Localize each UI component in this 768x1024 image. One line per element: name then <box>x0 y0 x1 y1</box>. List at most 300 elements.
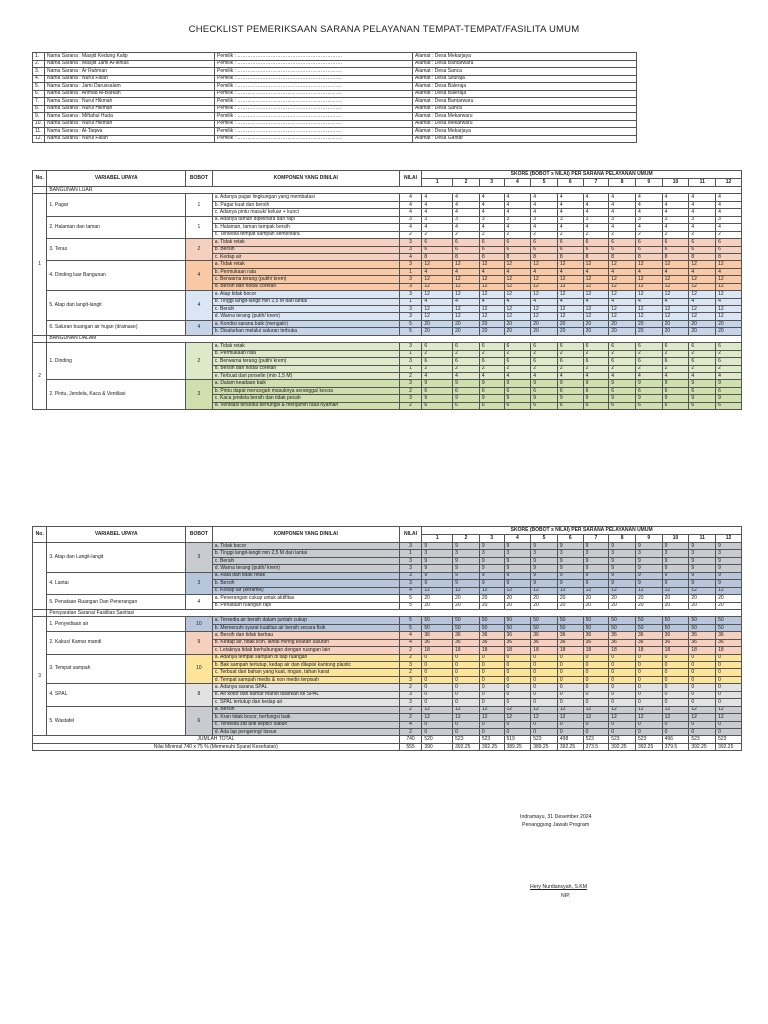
score-cell: 4 <box>583 224 609 231</box>
score-cell: 2 <box>635 350 662 357</box>
total-score: 523 <box>689 736 716 743</box>
nilai-cell: 3 <box>399 306 422 313</box>
nilai-cell: 2 <box>399 669 422 676</box>
section-no <box>33 187 47 194</box>
score-cell: 0 <box>479 669 504 676</box>
score-cell: 0 <box>662 728 689 735</box>
score-cell: 4 <box>662 201 689 208</box>
score-cell: 6 <box>504 246 531 253</box>
score-cell: 0 <box>504 654 531 661</box>
sarana-address: Alamat : Desa Sanca <box>413 105 637 113</box>
score-cell: 0 <box>635 662 662 669</box>
checklist-table-2 <box>32 526 742 751</box>
score-cell: 0 <box>689 691 716 698</box>
score-cell: 50 <box>689 624 716 631</box>
minimal-score: 392.25 <box>635 743 662 750</box>
score-cell: 20 <box>504 595 531 602</box>
section-no <box>33 335 47 342</box>
score-cell: 4 <box>635 268 662 275</box>
score-cell: 6 <box>716 239 742 246</box>
score-cell: 50 <box>609 624 636 631</box>
section-row <box>33 609 742 616</box>
score-cell: 9 <box>422 565 453 572</box>
score-cell: 50 <box>531 617 558 624</box>
score-cell: 20 <box>531 602 558 609</box>
total-score: 496 <box>662 736 689 743</box>
score-cell: 12 <box>583 587 609 594</box>
table-row <box>33 632 742 639</box>
row-no: 2 <box>33 343 47 410</box>
komponen-cell: c. Berwarna terang (putih/ krem) <box>212 358 399 365</box>
score-cell: 12 <box>583 706 609 713</box>
score-cell: 4 <box>422 201 453 208</box>
table-row <box>33 291 742 298</box>
nilai-cell: 2 <box>399 654 422 661</box>
score-cell: 50 <box>716 624 742 631</box>
komponen-cell: c. Tersedia zat anti septic/ sabun <box>212 721 399 728</box>
score-cell: 6 <box>479 387 504 394</box>
signature-name: Hery Nurdiansyah, S.KM <box>530 884 588 890</box>
score-cell: 20 <box>609 328 636 335</box>
score-cell: 4 <box>504 268 531 275</box>
header-col-7: 7 <box>583 179 609 187</box>
score-cell: 0 <box>422 684 453 691</box>
score-cell: 0 <box>422 699 453 706</box>
row-no <box>33 543 47 610</box>
score-cell: 12 <box>635 306 662 313</box>
score-cell: 8 <box>479 253 504 260</box>
score-cell: 4 <box>453 298 480 305</box>
score-cell: 12 <box>422 283 453 290</box>
variabel-cell: 5. Atap dan langit-langit <box>47 291 186 321</box>
komponen-cell: b. Kran tidak bocor, berfungsi baik <box>212 714 399 721</box>
score-cell: 0 <box>453 662 480 669</box>
score-cell: 0 <box>583 691 609 698</box>
score-cell: 20 <box>716 602 742 609</box>
total-score: 523 <box>609 736 636 743</box>
score-cell: 0 <box>662 684 689 691</box>
score-cell: 6 <box>453 239 480 246</box>
sarana-no: 9. <box>33 113 45 121</box>
header-nilai: NILAI <box>399 527 422 543</box>
score-cell: 36 <box>479 639 504 646</box>
score-cell: 3 <box>689 216 716 223</box>
score-cell: 4 <box>504 372 531 379</box>
section-row <box>33 335 742 342</box>
sarana-name: Nama Sarana : Masjid Jami Al-Ikhlas <box>45 60 215 68</box>
score-cell: 0 <box>479 699 504 706</box>
score-cell: 9 <box>635 572 662 579</box>
score-cell: 0 <box>453 654 480 661</box>
score-cell: 2 <box>662 231 689 238</box>
minimal-score: 389.25 <box>504 743 531 750</box>
page-title: CHECKLIST PEMERIKSAAN SARANA PELAYANAN TEMPAT-TEMPAT/FASILITA UMUM <box>188 24 580 35</box>
table-row <box>33 380 742 387</box>
nilai-cell: 5 <box>399 328 422 335</box>
score-cell: 4 <box>479 372 504 379</box>
score-cell: 20 <box>635 595 662 602</box>
komponen-cell: b. Disalurkan melalui saluran terbuka <box>212 328 399 335</box>
score-cell: 0 <box>689 654 716 661</box>
komponen-cell: d. Warna terang (putih/ krem) <box>212 313 399 320</box>
variabel-cell: 3. Tempat sampah <box>47 654 186 684</box>
header-row <box>33 527 742 535</box>
score-cell: 9 <box>716 380 742 387</box>
score-cell: 2 <box>557 231 583 238</box>
nilai-cell: 3 <box>399 239 422 246</box>
sarana-no: 2. <box>33 60 45 68</box>
score-cell: 20 <box>479 602 504 609</box>
score-cell: 4 <box>422 224 453 231</box>
score-cell: 3 <box>479 216 504 223</box>
score-cell: 4 <box>479 201 504 208</box>
score-cell: 6 <box>609 402 636 409</box>
komponen-cell: d. Bersih dari noda/ coretan <box>212 365 399 372</box>
score-cell: 12 <box>689 291 716 298</box>
score-cell: 0 <box>453 691 480 698</box>
sarana-row <box>33 135 637 143</box>
score-cell: 12 <box>557 587 583 594</box>
score-cell: 12 <box>609 313 636 320</box>
nilai-cell: 5 <box>399 617 422 624</box>
score-cell: 20 <box>453 328 480 335</box>
score-cell: 6 <box>531 239 558 246</box>
score-cell: 6 <box>609 246 636 253</box>
score-cell: 12 <box>716 587 742 594</box>
score-cell: 0 <box>689 728 716 735</box>
header-col-8: 8 <box>609 179 636 187</box>
nilai-cell: 4 <box>399 253 422 260</box>
score-cell: 6 <box>635 387 662 394</box>
score-cell: 6 <box>557 246 583 253</box>
sarana-row <box>33 53 637 61</box>
score-cell: 20 <box>716 328 742 335</box>
score-cell: 9 <box>635 543 662 550</box>
sarana-owner: Pemilik : ……………………………………………………… <box>215 75 413 83</box>
score-cell: 9 <box>453 543 480 550</box>
score-cell: 6 <box>479 246 504 253</box>
score-cell: 9 <box>479 572 504 579</box>
score-cell: 12 <box>479 714 504 721</box>
score-cell: 12 <box>479 706 504 713</box>
score-cell: 12 <box>716 306 742 313</box>
nilai-cell: 4 <box>399 209 422 216</box>
score-cell: 9 <box>557 543 583 550</box>
variabel-cell: 2. Kakus/ Kamar mandi <box>47 632 186 654</box>
score-cell: 8 <box>583 253 609 260</box>
header-col-2: 2 <box>453 535 480 543</box>
komponen-cell: b. Kedap air, tidak licin, lantai miring kearah saluran <box>212 639 399 646</box>
score-cell: 20 <box>583 328 609 335</box>
score-cell: 0 <box>609 662 636 669</box>
score-cell: 12 <box>453 276 480 283</box>
komponen-cell: b. Air kotor dari kamar mandi dialirkan ke SPAL <box>212 691 399 698</box>
score-cell: 2 <box>422 231 453 238</box>
score-cell: 6 <box>583 343 609 350</box>
header-row <box>33 171 742 179</box>
score-cell: 0 <box>635 691 662 698</box>
score-cell: 0 <box>609 721 636 728</box>
nilai-cell: 4 <box>399 721 422 728</box>
score-cell: 9 <box>422 395 453 402</box>
table-row <box>33 706 742 713</box>
komponen-cell: a. Dalam keadaan baik <box>212 380 399 387</box>
score-cell: 9 <box>662 565 689 572</box>
minimal-score: 390 <box>422 743 453 750</box>
score-cell: 2 <box>531 231 558 238</box>
komponen-cell: b. Bersih <box>212 246 399 253</box>
score-cell: 20 <box>453 595 480 602</box>
score-cell: 0 <box>662 676 689 683</box>
score-cell: 6 <box>716 402 742 409</box>
nilai-cell: 2 <box>399 402 422 409</box>
score-cell: 9 <box>531 395 558 402</box>
sarana-address: Alamat : Desa Sanca <box>413 68 637 76</box>
score-cell: 12 <box>662 714 689 721</box>
header-col-11: 11 <box>689 179 716 187</box>
score-cell: 4 <box>716 194 742 201</box>
score-cell: 9 <box>531 557 558 564</box>
score-cell: 4 <box>583 298 609 305</box>
score-cell: 2 <box>479 231 504 238</box>
score-cell: 4 <box>662 298 689 305</box>
score-cell: 9 <box>609 572 636 579</box>
komponen-cell: b. Memenuhi syarat kualitas air bersih secara fisik <box>212 624 399 631</box>
score-cell: 4 <box>453 209 480 216</box>
score-cell: 36 <box>479 632 504 639</box>
score-cell: 20 <box>609 320 636 327</box>
score-cell: 0 <box>453 669 480 676</box>
score-cell: 20 <box>531 595 558 602</box>
komponen-cell: b. Permukaan rata <box>212 268 399 275</box>
bobot-cell: 2 <box>186 239 213 261</box>
score-cell: 12 <box>689 587 716 594</box>
nilai-cell: 4 <box>399 201 422 208</box>
nilai-cell: 5 <box>399 595 422 602</box>
score-cell: 3 <box>557 550 583 557</box>
score-cell: 3 <box>504 550 531 557</box>
score-cell: 2 <box>479 365 504 372</box>
score-cell: 9 <box>662 395 689 402</box>
score-cell: 4 <box>504 298 531 305</box>
nilai-cell: 5 <box>399 624 422 631</box>
header-col-10: 10 <box>662 179 689 187</box>
score-cell: 12 <box>716 706 742 713</box>
total-row <box>33 736 742 743</box>
score-cell: 6 <box>557 358 583 365</box>
nilai-cell: 3 <box>399 261 422 268</box>
score-cell: 12 <box>716 714 742 721</box>
score-cell: 2 <box>557 350 583 357</box>
komponen-cell: b. Pintu dapat mencegah masuknya serangga/ kecoa <box>212 387 399 394</box>
variabel-cell: 3. Atap dan Langit-langit <box>47 543 186 573</box>
sarana-address: Alamat : Desa Situraja <box>413 75 637 83</box>
score-cell: 0 <box>479 684 504 691</box>
score-cell: 36 <box>689 632 716 639</box>
score-cell: 12 <box>453 313 480 320</box>
score-cell: 4 <box>716 201 742 208</box>
score-cell: 2 <box>609 365 636 372</box>
komponen-cell: b. Tinggi langit-langit min 2,5 M dari lantai <box>212 298 399 305</box>
komponen-cell: b. Tinggi langit-langit min 2,5 M dari lantai <box>212 550 399 557</box>
score-cell: 0 <box>662 721 689 728</box>
score-cell: 18 <box>583 647 609 654</box>
score-cell: 2 <box>609 350 636 357</box>
score-cell: 50 <box>583 624 609 631</box>
minimal-score: 392.25 <box>557 743 583 750</box>
score-cell: 0 <box>689 676 716 683</box>
score-cell: 9 <box>504 580 531 587</box>
score-cell: 20 <box>635 320 662 327</box>
score-cell: 0 <box>479 721 504 728</box>
score-cell: 12 <box>504 283 531 290</box>
score-cell: 0 <box>422 662 453 669</box>
score-cell: 20 <box>689 595 716 602</box>
score-cell: 9 <box>662 580 689 587</box>
header-col-4: 4 <box>504 535 531 543</box>
score-cell: 9 <box>609 395 636 402</box>
score-cell: 18 <box>662 647 689 654</box>
score-cell: 9 <box>479 543 504 550</box>
score-cell: 20 <box>504 328 531 335</box>
score-cell: 6 <box>689 246 716 253</box>
score-cell: 12 <box>635 706 662 713</box>
score-cell: 2 <box>504 365 531 372</box>
score-cell: 6 <box>479 343 504 350</box>
score-cell: 4 <box>531 372 558 379</box>
header-col-6: 6 <box>557 535 583 543</box>
nilai-cell: 3 <box>399 565 422 572</box>
score-cell: 50 <box>716 617 742 624</box>
score-cell: 50 <box>635 624 662 631</box>
variabel-cell: 1. Dinding <box>47 343 186 380</box>
sarana-name: Nama Sarana : Al-Taqwa <box>45 128 215 136</box>
komponen-cell: a. Tidak retak <box>212 261 399 268</box>
score-cell: 20 <box>557 595 583 602</box>
komponen-cell: a. Rata dan tidak retak <box>212 572 399 579</box>
score-cell: 0 <box>479 728 504 735</box>
score-cell: 4 <box>689 209 716 216</box>
score-cell: 3 <box>609 216 636 223</box>
score-cell: 0 <box>504 691 531 698</box>
score-cell: 9 <box>609 557 636 564</box>
score-cell: 20 <box>422 595 453 602</box>
bobot-cell: 4 <box>186 320 213 335</box>
score-cell: 18 <box>453 647 480 654</box>
score-cell: 6 <box>609 239 636 246</box>
score-cell: 4 <box>479 209 504 216</box>
score-cell: 4 <box>609 209 636 216</box>
score-cell: 0 <box>662 662 689 669</box>
score-cell: 20 <box>504 602 531 609</box>
sarana-name: Nama Sarana : Ahmad Al-Barkah <box>45 90 215 98</box>
sarana-list-table <box>32 52 637 143</box>
score-cell: 36 <box>689 639 716 646</box>
score-cell: 8 <box>504 253 531 260</box>
header-col-4: 4 <box>504 179 531 187</box>
score-cell: 0 <box>716 699 742 706</box>
variabel-cell: 4. Dinding luar Bangunan <box>47 261 186 291</box>
bobot-cell: 10 <box>186 654 213 684</box>
score-cell: 20 <box>422 320 453 327</box>
score-cell: 12 <box>689 283 716 290</box>
score-cell: 9 <box>479 557 504 564</box>
score-cell: 2 <box>422 350 453 357</box>
score-cell: 20 <box>557 602 583 609</box>
signature-nip: NIP. <box>561 893 571 899</box>
sarana-no: 3. <box>33 68 45 76</box>
score-cell: 6 <box>504 343 531 350</box>
komponen-cell: c. Letaknya tidak berhubungan dengan ruangan lain <box>212 647 399 654</box>
table-row <box>33 543 742 550</box>
score-cell: 12 <box>422 291 453 298</box>
score-cell: 6 <box>453 402 480 409</box>
score-cell: 0 <box>716 669 742 676</box>
komponen-cell: a. Tidak bocor <box>212 543 399 550</box>
score-cell: 0 <box>583 721 609 728</box>
total-score: 523 <box>453 736 480 743</box>
header-komponen: KOMPONEN YANG DINILAI <box>212 171 399 187</box>
score-cell: 0 <box>531 669 558 676</box>
score-cell: 9 <box>479 380 504 387</box>
score-cell: 4 <box>479 224 504 231</box>
score-cell: 12 <box>557 306 583 313</box>
komponen-cell: a. Adanya sarana SPAL <box>212 684 399 691</box>
score-cell: 9 <box>583 580 609 587</box>
bobot-cell: 1 <box>186 216 213 238</box>
score-cell: 4 <box>662 224 689 231</box>
score-cell: 3 <box>531 216 558 223</box>
score-cell: 8 <box>662 253 689 260</box>
score-cell: 36 <box>583 632 609 639</box>
score-cell: 2 <box>479 350 504 357</box>
score-cell: 12 <box>635 313 662 320</box>
score-cell: 9 <box>609 543 636 550</box>
header-bobot: BOBOT <box>186 527 213 543</box>
sarana-address: Alamat : Desa Mekarjaya <box>413 53 637 61</box>
header-col-9: 9 <box>635 535 662 543</box>
score-cell: 50 <box>504 617 531 624</box>
sarana-name: Nama Sarana : Ar Rahman <box>45 68 215 76</box>
variabel-cell: 4. SPAL <box>47 684 186 706</box>
score-cell: 50 <box>422 624 453 631</box>
score-cell: 6 <box>479 239 504 246</box>
score-cell: 12 <box>504 276 531 283</box>
score-cell: 4 <box>716 224 742 231</box>
score-cell: 12 <box>422 313 453 320</box>
table-row <box>33 572 742 579</box>
bobot-cell: 3 <box>186 380 213 410</box>
score-cell: 3 <box>583 550 609 557</box>
score-cell: 12 <box>479 276 504 283</box>
score-cell: 2 <box>504 350 531 357</box>
total-score: 519 <box>504 736 531 743</box>
score-cell: 0 <box>716 728 742 735</box>
score-cell: 9 <box>609 565 636 572</box>
score-cell: 20 <box>422 328 453 335</box>
score-cell: 20 <box>422 602 453 609</box>
score-cell: 3 <box>662 216 689 223</box>
score-cell: 0 <box>557 721 583 728</box>
score-cell: 9 <box>716 557 742 564</box>
header-col-5: 5 <box>531 179 558 187</box>
score-cell: 6 <box>453 387 480 394</box>
score-cell: 6 <box>504 402 531 409</box>
score-cell: 36 <box>531 632 558 639</box>
variabel-cell: 2. Pintu, Jendela, Kaca & Ventilasi <box>47 380 186 410</box>
score-cell: 9 <box>557 565 583 572</box>
score-cell: 6 <box>422 239 453 246</box>
